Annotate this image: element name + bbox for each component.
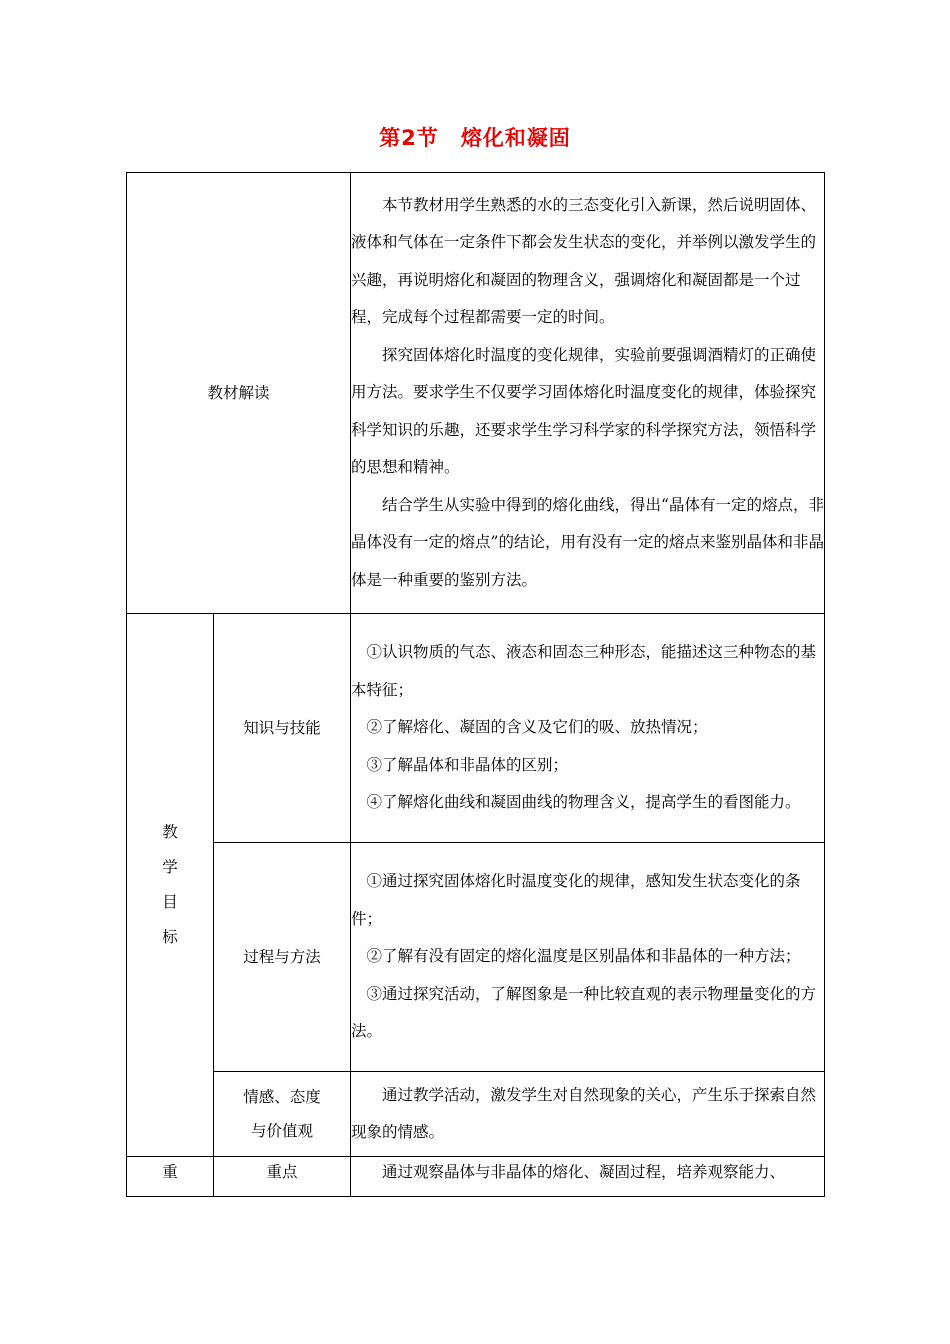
textbook-paragraph: 结合学生从实验中得到的熔化曲线，得出“晶体有一定的熔点，非晶体没有一定的熔点”的结论，用有没有一定的熔点来鉴别晶体和非晶体是一种重要的鉴别方法。 xyxy=(351,495,824,589)
page-title xyxy=(0,122,950,152)
key-row xyxy=(127,1157,825,1197)
textbook-paragraph: 探究固体熔化时温度的变化规律，实验前要强调酒精灯的正确使用方法。要求学生不仅要学习固体熔化时温度变化的规律，体验探究科学知识的乐趣，还要求学生学习科学家的科学探究方法，领悟科学的思想和精神。 xyxy=(351,345,817,477)
knowledge-row xyxy=(127,614,825,843)
textbook-label: 教材解读 xyxy=(127,173,351,614)
emotion-text: 通过教学活动，激发学生对自然现象的关心，产生乐于探索自然现象的情感。 xyxy=(351,1085,817,1141)
process-content xyxy=(351,843,825,1072)
emotion-content xyxy=(351,1072,825,1157)
process-label: 过程与方法 xyxy=(214,843,351,1072)
knowledge-label: 知识与技能 xyxy=(214,614,351,843)
emotion-row xyxy=(127,1072,825,1157)
section-number: 第2节 xyxy=(379,126,439,150)
knowledge-item: ③了解晶体和非晶体的区别； xyxy=(366,755,569,774)
teaching-goals-label: 教 学 目 标 xyxy=(127,614,214,1157)
process-row xyxy=(127,843,825,1072)
emotion-label: 情感、态度 与价值观 xyxy=(214,1072,351,1157)
knowledge-content xyxy=(351,614,825,843)
textbook-paragraph: 本节教材用学生熟悉的水的三态变化引入新课，然后说明固体、液体和气体在一定条件下都会发生状态的变化，并举例以激发学生的兴趣，再说明熔化和凝固的物理含义，强调熔化和凝固都是一个过程，完成每个过程都需要一定的时间。 xyxy=(351,195,817,327)
knowledge-item: ①认识物质的气态、液态和固态三种形态，能描述这三种物态的基本特征； xyxy=(351,643,817,699)
process-item: ③通过探究活动，了解图象是一种比较直观的表示物理量变化的方法。 xyxy=(351,984,817,1041)
key-content xyxy=(351,1157,825,1197)
section-name: 熔化和凝固 xyxy=(460,126,571,150)
textbook-content xyxy=(351,173,825,614)
lesson-plan-table xyxy=(126,172,825,1197)
textbook-row xyxy=(127,173,825,614)
knowledge-item: ④了解熔化曲线和凝固曲线的物理含义，提高学生的看图能力。 xyxy=(366,793,801,812)
key-label: 重 xyxy=(127,1157,214,1197)
process-item: ①通过探究固体熔化时温度变化的规律，感知发生状态变化的条件； xyxy=(351,872,801,928)
key-text: 通过观察晶体与非晶体的熔化、凝固过程，培养观察能力、 xyxy=(382,1163,786,1181)
process-item: ②了解有没有固定的熔化温度是区别晶体和非晶体的一种方法； xyxy=(366,947,801,966)
knowledge-item: ②了解熔化、凝固的含义及它们的吸、放热情况； xyxy=(366,718,708,737)
key-sub-label: 重点 xyxy=(214,1157,351,1197)
